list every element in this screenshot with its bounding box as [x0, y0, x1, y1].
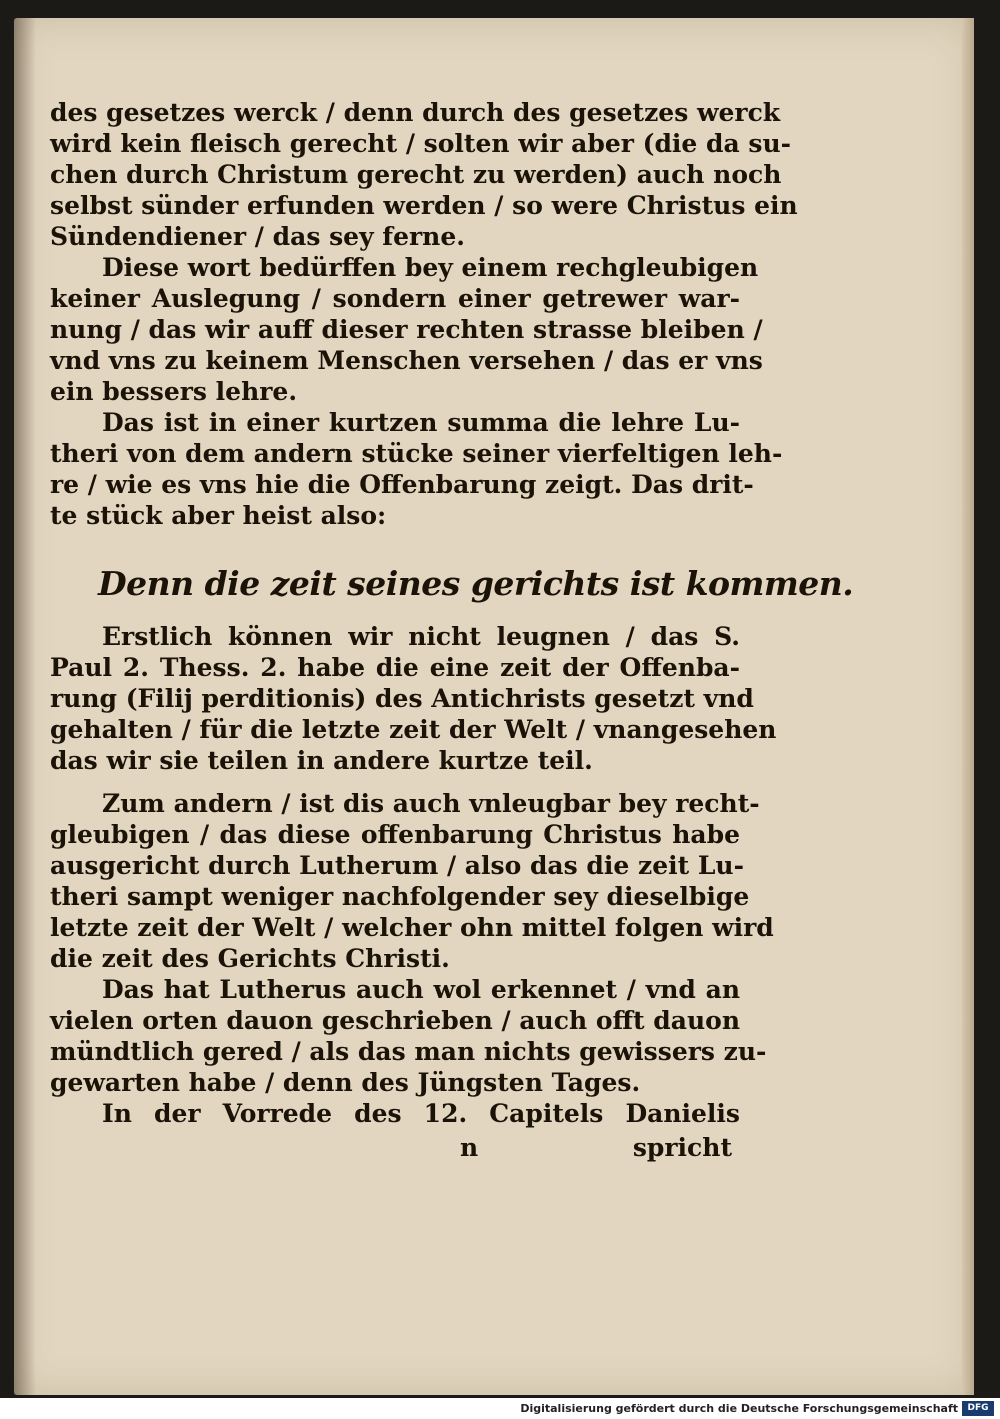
text-line: In der Vorrede des 12. Capitels Danielis — [102, 1099, 740, 1128]
text-line: das wir sie teilen in andere kurtze teil. — [50, 746, 593, 775]
text-line: te stück aber heist also: — [50, 501, 387, 530]
page-edge — [962, 18, 974, 1395]
text-line: gleubigen / das diese offenbarung Christus habe — [50, 820, 740, 849]
text-line: des gesetzes werck / denn durch des gesetzes werck — [50, 98, 781, 127]
text-line: selbst sünder erfunden werden / so were Christus ein — [50, 191, 798, 220]
text-line: Diese wort bedürffen bey einem rechgleubigen — [102, 253, 759, 282]
paragraph — [50, 97, 798, 252]
text-line: re / wie es vns hie die Offenbarung zeigt. Das drit- — [50, 470, 754, 499]
paragraph — [50, 1098, 740, 1129]
paragraph — [50, 788, 774, 974]
signature-mark: n — [460, 1133, 479, 1162]
text-line: vielen orten dauon geschrieben / auch offt dauon — [50, 1006, 740, 1035]
paragraph — [50, 621, 777, 776]
text-line: vnd vns zu keinem Menschen versehen / das er vns — [50, 346, 763, 375]
dfg-logo: DFG — [962, 1401, 994, 1416]
text-line: Sündendiener / das sey ferne. — [50, 222, 465, 251]
spine-shadow — [14, 18, 36, 1395]
paragraph — [50, 407, 783, 531]
text-line: gewarten habe / denn des Jüngsten Tages. — [50, 1068, 641, 1097]
text-line: wird kein fleisch gerecht / solten wir aber (die da su- — [50, 129, 792, 158]
text-line: nung / das wir auff dieser rechten strasse bleiben / — [50, 315, 763, 344]
text-line: ein bessers lehre. — [50, 377, 298, 406]
text-line: gehalten / für die letzte zeit der Welt / vnangesehen — [50, 715, 777, 744]
digitization-credit: Digitalisierung gefördert durch die Deutsche Forschungsgemeinschaft — [520, 1402, 958, 1415]
page-footer-marks — [50, 1131, 740, 1165]
catchword: spricht — [632, 1133, 732, 1162]
page-text — [50, 97, 854, 1165]
text-line: Das hat Lutherus auch wol erkennet / vnd an — [102, 975, 740, 1004]
text-line: die zeit des Gerichts Christi. — [50, 944, 450, 973]
paragraph — [50, 252, 763, 407]
text-line: keiner Auslegung / sondern einer getrewer war- — [50, 284, 740, 313]
text-line: theri sampt weniger nachfolgender sey dieselbige — [50, 882, 750, 911]
text-line: mündtlich gered / als das man nichts gewissers zu- — [50, 1037, 767, 1066]
text-line: chen durch Christum gerecht zu werden) auch noch — [50, 160, 782, 189]
text-line: Paul 2. Thess. 2. habe die eine zeit der Offenba- — [50, 653, 740, 682]
text-line: Erstlich können wir nicht leugnen / das S. — [102, 622, 740, 651]
text-line: theri von dem andern stücke seiner vierfeltigen leh- — [50, 439, 783, 468]
section-heading: Denn die zeit seines gerichts ist kommen. — [98, 564, 854, 603]
text-line: Zum andern / ist dis auch vnleugbar bey recht- — [102, 789, 760, 818]
text-line: letzte zeit der Welt / welcher ohn mittel folgen wird — [50, 913, 774, 942]
text-line: ausgericht durch Lutherum / also das die zeit Lu- — [50, 851, 744, 880]
text-line: Das ist in einer kurtzen summa die lehre Lu- — [102, 408, 740, 437]
text-line: rung (Filij perditionis) des Antichrists gesetzt vnd — [50, 684, 754, 713]
paragraph — [50, 974, 767, 1098]
